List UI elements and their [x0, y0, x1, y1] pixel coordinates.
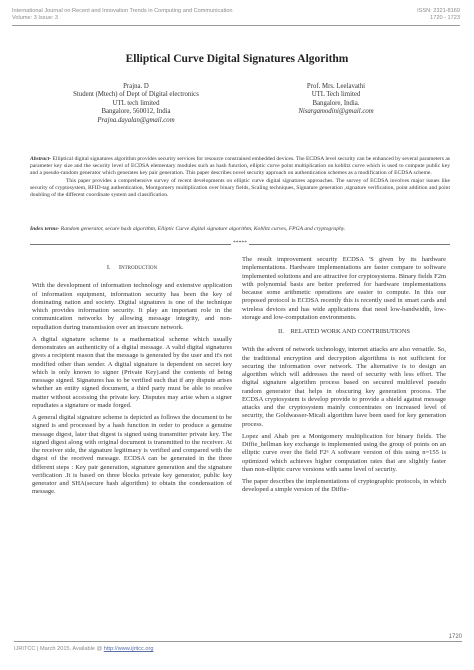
author-affiliation: Bangalore, India.: [312, 99, 360, 107]
section-number: II.: [277, 328, 284, 335]
abstract-label: Abstract-: [30, 156, 52, 162]
divider-stars: *****: [233, 240, 247, 246]
journal-header: [12, 8, 232, 22]
body-paragraph: With the development of information technology and extensive application of information equipment, information security has been the key of dominating nation and society. Digital signatures is one of the technique which provides information security. It play an important role in the communication networks by allowing message integrity, and non-repudiation during transmission over an insecure network.: [32, 282, 232, 331]
section-title: RELATED WORK AND CONTRIBUTIONS: [290, 328, 411, 335]
left-column: [32, 264, 232, 501]
header-rule: [12, 25, 460, 26]
author-affiliation: UTL Tech limited: [311, 91, 361, 99]
footer-citation: [14, 646, 153, 652]
footer-rule: [14, 641, 462, 642]
page-range: 1720 - 1723: [430, 15, 460, 21]
author-name: Prof. Mrs. Leelavathi: [306, 83, 366, 90]
section-title: Introduction: [118, 264, 158, 271]
section-number: I.: [106, 264, 111, 271]
journal-volume: Volume: 3 Issue: 3: [12, 15, 59, 21]
abstract-paragraph-2: This paper provides a comprehensive survey of recent developments on elliptic curve digital signatures approaches. The survey of ECDSA involves major issues like security of cryptosystem, RFID-tag authentication, Montgomery multiplication over binary fields, Scaling techniques, Signature generation ,signature verification, point addition and point doubling of the different coordinate system and classification.: [30, 177, 450, 199]
abstract-paragraph-1: Elliptical digital signatures algorithm provides security services for resource constrained embedded devices. The ECDSA level security can be enhanced by several parameters as parameter key size and the security level of ECDSA elementary modules such as hash function, elliptic curve point multiplication on koblitz curve which is used to compute public key and a pseudo-random generator which generates key pair generation. This paper describes novel security approach on authentication schemes as a modification of ECDSA scheme.: [30, 156, 450, 177]
right-column: [242, 256, 446, 499]
body-paragraph: Lopez and Ahab pre a Montgomery multiplication for binary fields. The Diffie_hellman key exchange is implemented using the group of points on an elliptic curve over the field F2ⁿ A software version of this using n=155 is optimized which achieves higher computation rates that are slightly faster than non-elliptic curve versions with same level of security.: [242, 432, 446, 473]
index-terms-text: Random generator, secure hash algorithm, Elliptic Curve digital signature algorithm, Koblitz curves, FPGA and cryptography.: [60, 226, 346, 232]
issn-header: [417, 8, 460, 22]
index-terms: [30, 226, 450, 233]
section-divider: [30, 241, 450, 247]
page-number: 1720: [448, 634, 462, 640]
body-paragraph: A general digital signature scheme is depicted as follows the document to be signed is and processed by a hash function in order to produce a genuine message digest, later that digest is signed using transmitter private key. The signed digest along with original document is transmitted to the receiver. At the receiver side, the signature legitimacy is verified and compared with the digest of the received message. ECDSA can be generated in the three different steps : Key pair generation, signature generation and the signature verification .It is based on three blocks private key generator, public key generator and SHA(secure hash algorithm) to obtain the condensation of message.: [32, 414, 232, 496]
journal-link[interactable]: http://www.ijritcc.org: [103, 646, 154, 652]
page-footer: [14, 634, 462, 655]
journal-name: International Journal on Recent and Innovation Trends in Computing and Communication: [12, 8, 233, 14]
author-block-1: [36, 83, 236, 125]
author-affiliation: Student (Mtech) of Dept of Digital electronics: [73, 91, 199, 99]
paper-title: Elliptical Curve Digital Signatures Algorithm: [125, 53, 349, 65]
author-email[interactable]: Prajna.dayalan@gmail.com: [97, 116, 175, 124]
body-paragraph: A digital signature scheme is a mathematical scheme which usually demonstrates an authenticity of a digital message. A valid digital signatures gives a recipient reason that the message is generated by the user and it's not modified other than sender. A digital signature is dependent on secret key which is only known to signer (Private Key).and the contents of being message signed. Signatures has to be verified such that if any dispute arises whether an entity signed document, a third party must be able to resolve matter without accessing the private key. Disputes may arise when a signer repudiates a signature or made forged.: [32, 335, 232, 409]
body-paragraph: With the advent of network technology, internet attacks are also versatile. So, the traditional encryption and decryption algorithms is not sufficient for securing the information over network. The alternative is to design an algorithm which will addresses the need of security with less effort. The digital signature algorithm process based on secured multilevel pseudo random generator that helps in obscuring key generation process. The ECDSA cryptosystem is develop provide to provide a shield against message attacks and the cryptosystem mainly concentrates on increased level of security, the Goldwasser-Micali algorithm have been used for key generation process.: [242, 346, 446, 428]
section-heading-related-work: [242, 328, 446, 336]
author-affiliation: UTL tech limited: [112, 99, 160, 107]
body-paragraph: The paper describes the implementations of cryptographic protocols, in which developed a simple version of the Diffie-: [242, 478, 446, 494]
body-paragraph: The result improvement security ECDSA 'S given by its hardware implementations. Hardware implementations are faster compare to software implemented solutions and are attractive for cryptosystems. Binary fields F2m with polynomial basis are better preferred for hardware implementations because some arithmetic operations are easier to compute. In this our proposed protocol is ECDSA recently this is recently used in smart cards and wireless devices and has wide applications that need low-bandwidth, low-storage and low-computation environments.: [242, 256, 446, 321]
author-affiliation: Bangalore, 560012, India: [101, 108, 171, 116]
author-block-2: [236, 83, 436, 117]
author-name: Prajna. D: [123, 83, 149, 90]
author-email[interactable]: Nisargamodini@gmail.com: [298, 108, 374, 116]
abstract: [30, 156, 450, 199]
index-terms-label: Index terms-: [30, 226, 60, 232]
footer-text: IJRITCC | March 2015, Available @: [14, 646, 104, 652]
section-heading-introduction: [32, 264, 232, 272]
issn: ISSN: 2321-8169: [417, 8, 460, 14]
